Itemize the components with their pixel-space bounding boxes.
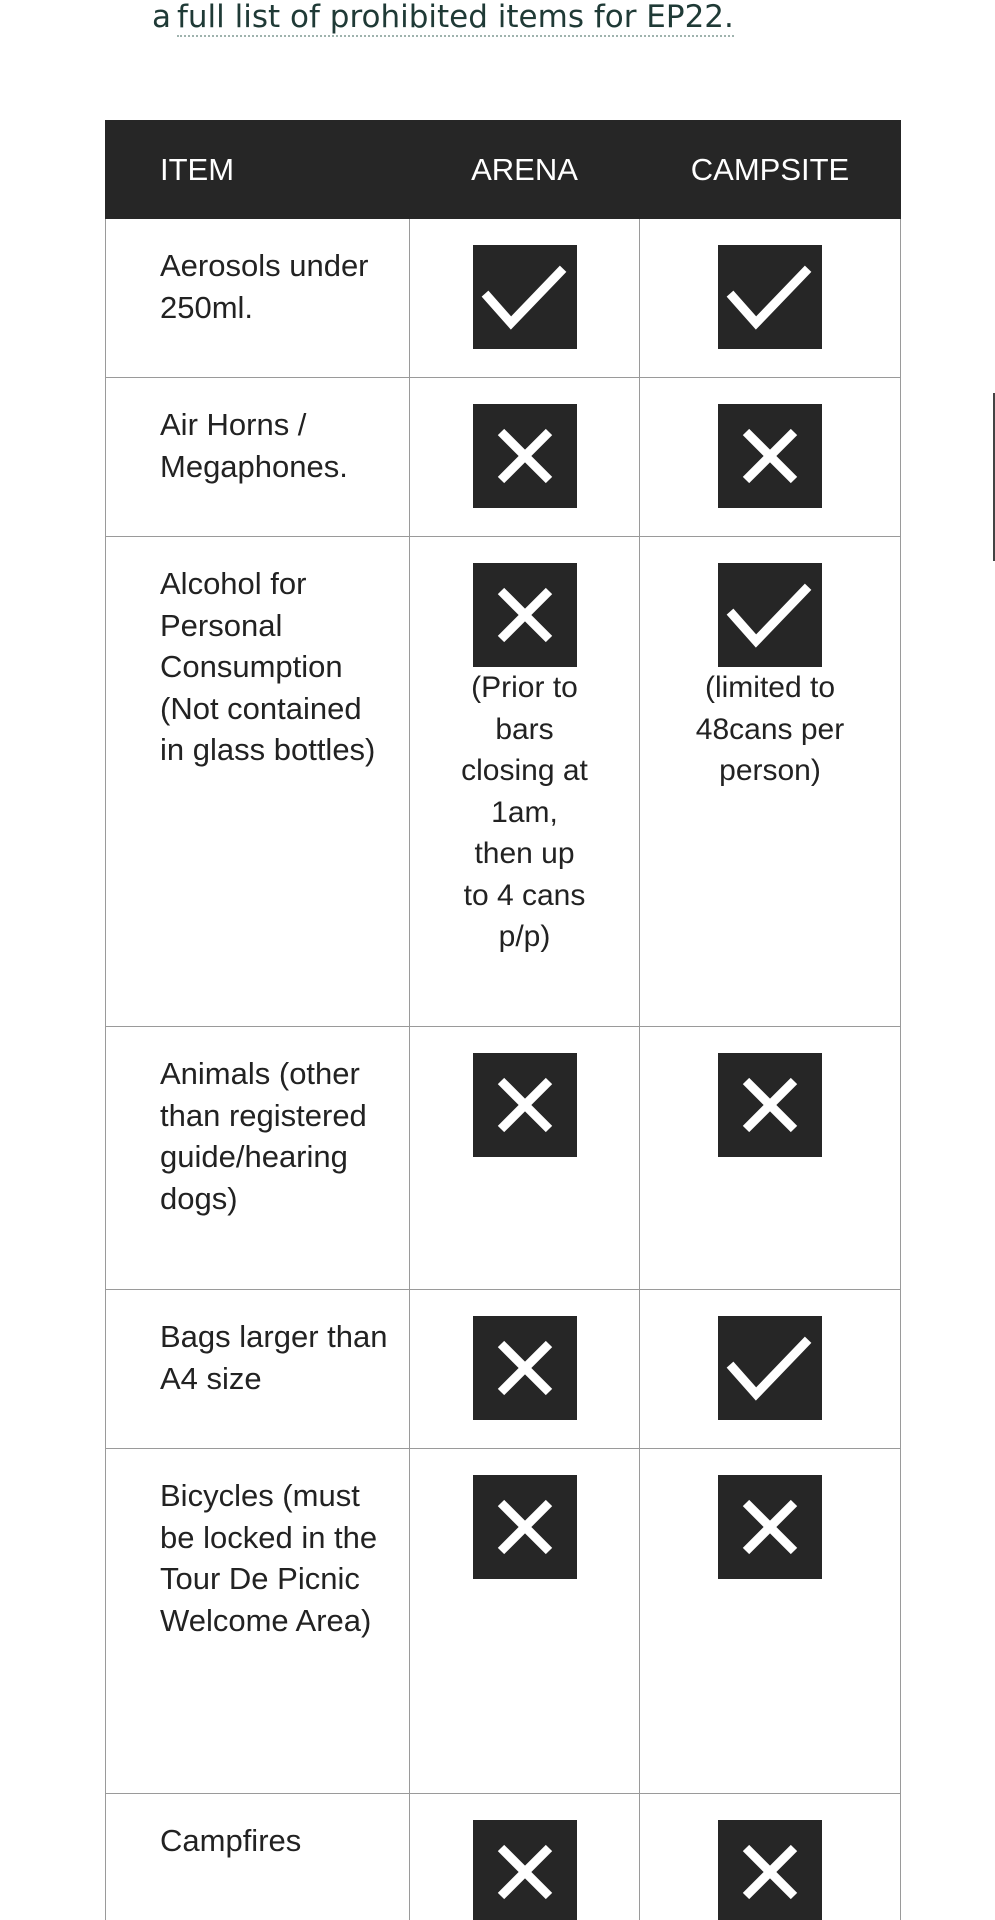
check-icon xyxy=(718,1316,822,1420)
arena-cell xyxy=(410,219,640,378)
cross-icon xyxy=(473,404,577,508)
arena-cell xyxy=(410,1290,640,1449)
arena-cell xyxy=(410,1027,640,1290)
cross-icon xyxy=(473,1820,577,1920)
item-name: Air Horns / Megaphones. xyxy=(106,378,410,537)
table-row xyxy=(106,219,901,378)
table-row xyxy=(106,537,901,1027)
arena-cell xyxy=(410,378,640,537)
arena-note: (Prior to bars closing at 1am, then up to 4 cans p/p) xyxy=(461,671,588,953)
cross-icon xyxy=(473,1475,577,1579)
header-campsite: CAMPSITE xyxy=(640,121,901,219)
cross-icon xyxy=(473,1316,577,1420)
cross-icon xyxy=(718,1475,822,1579)
intro-text xyxy=(152,0,734,40)
prohibited-items-table xyxy=(105,120,901,1920)
item-name: Animals (other than registered guide/hearing dogs) xyxy=(106,1027,410,1290)
item-name: Aerosols under 250ml. xyxy=(106,219,410,378)
check-icon xyxy=(718,245,822,349)
table-row xyxy=(106,1449,901,1794)
check-icon xyxy=(718,563,822,667)
table-body xyxy=(106,219,901,1920)
campsite-note: (limited to 48cans per person) xyxy=(695,671,845,787)
campsite-cell xyxy=(640,219,901,378)
header-arena: ARENA xyxy=(410,121,640,219)
item-name: Campfires xyxy=(106,1794,410,1920)
table-row xyxy=(106,1794,901,1920)
prohibited-items-link[interactable]: full list of prohibited items for EP22. xyxy=(177,0,734,35)
campsite-cell xyxy=(640,378,901,537)
table-header xyxy=(106,121,901,219)
campsite-cell xyxy=(640,1794,901,1920)
table-row xyxy=(106,1290,901,1449)
cross-icon xyxy=(473,563,577,667)
item-name: Alcohol for Personal Consumption (Not contained in glass bottles) xyxy=(106,537,410,1027)
table-row xyxy=(106,1027,901,1290)
item-name: Bicycles (must be locked in the Tour De Picnic Welcome Area) xyxy=(106,1449,410,1794)
intro-prefix: a xyxy=(152,0,171,35)
arena-cell xyxy=(410,537,640,1027)
campsite-cell xyxy=(640,1027,901,1290)
cross-icon xyxy=(718,1820,822,1920)
campsite-cell xyxy=(640,537,901,1027)
campsite-cell xyxy=(640,1449,901,1794)
header-item: ITEM xyxy=(106,121,410,219)
table-row xyxy=(106,378,901,537)
check-icon xyxy=(473,245,577,349)
cross-icon xyxy=(718,404,822,508)
cross-icon xyxy=(473,1053,577,1157)
arena-cell xyxy=(410,1449,640,1794)
arena-cell xyxy=(410,1794,640,1920)
campsite-cell xyxy=(640,1290,901,1449)
cross-icon xyxy=(718,1053,822,1157)
item-name: Bags larger than A4 size xyxy=(106,1290,410,1449)
